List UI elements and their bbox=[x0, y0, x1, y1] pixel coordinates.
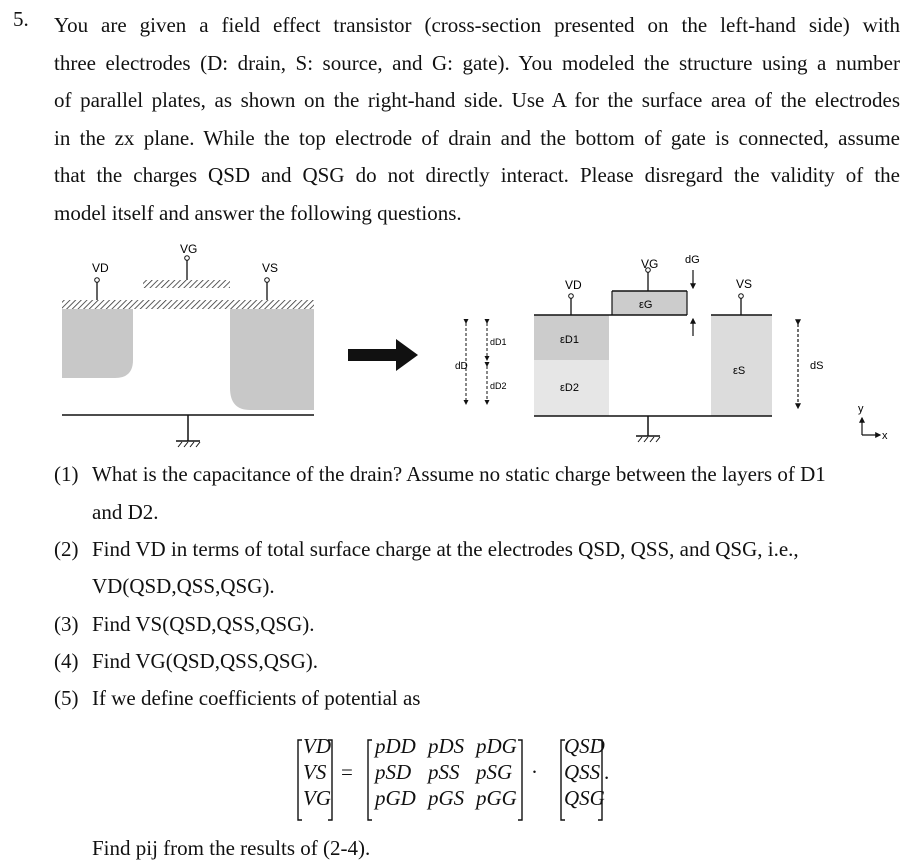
label-dd1: dD1 bbox=[490, 337, 507, 347]
label-dd2: dD2 bbox=[490, 381, 507, 391]
question-5-line1: If we define coefficients of potential as bbox=[92, 686, 421, 710]
axis-x-label: x bbox=[882, 430, 888, 442]
oxide-layer bbox=[62, 300, 314, 309]
label-vs-right: VS bbox=[736, 277, 753, 291]
problem-number: 5. bbox=[13, 7, 29, 31]
coeff-pgs: pGS bbox=[428, 786, 465, 810]
parallel-plate-model bbox=[455, 254, 888, 442]
question-2-num: (2) bbox=[54, 537, 79, 561]
rhs-qsd: QSD bbox=[564, 734, 605, 758]
question-3-line1: Find VS(QSD,QSS,QSG). bbox=[92, 612, 315, 636]
intro-line-4: in the zx plane. While the top electrode of drain and the bottom of gate is connected, assume bbox=[54, 125, 900, 150]
intro-line-6: model itself and answer the following questions. bbox=[54, 200, 462, 225]
label-eg: εG bbox=[639, 299, 653, 311]
dot-operator: · bbox=[531, 760, 538, 784]
gate-electrode bbox=[143, 280, 230, 288]
question-1-line2: and D2. bbox=[92, 500, 159, 524]
label-vd-right: VD bbox=[565, 278, 582, 292]
equals-sign: = bbox=[341, 760, 353, 784]
question-4-num: (4) bbox=[54, 649, 79, 673]
coeff-pdg: pDG bbox=[476, 734, 517, 758]
axis-y-label: y bbox=[858, 403, 864, 415]
label-ed2: εD2 bbox=[560, 382, 579, 394]
coeff-pss: pSS bbox=[428, 760, 460, 784]
lhs-vd: VD bbox=[303, 734, 331, 758]
label-vs-left: VS bbox=[262, 261, 279, 275]
coeff-pdd: pDD bbox=[375, 734, 416, 758]
coeff-pds: pDS bbox=[428, 734, 465, 758]
transistor-figure bbox=[0, 228, 910, 460]
intro-line-1: You are given a field effect transistor (cross-section presented on the left-hand side) with bbox=[54, 13, 900, 37]
coeff-psg: pSG bbox=[476, 760, 513, 784]
coeff-pgg: pGG bbox=[476, 786, 517, 810]
label-vg-left: VG bbox=[180, 242, 198, 256]
potential-matrix-equation: VD VS VG = pDD pDS pDG pSD pSS pSG pGD pGS pGG · QSD QSS QSG . bbox=[296, 738, 616, 822]
question-2-line1: Find VD in terms of total surface charge at the electrodes QSD, QSS, and QSG, i.e., bbox=[92, 537, 799, 561]
lhs-vs: VS bbox=[303, 760, 327, 784]
coeff-psd: pSD bbox=[375, 760, 412, 784]
lhs-vg: VG bbox=[303, 786, 331, 810]
label-vd-left: VD bbox=[92, 261, 109, 275]
problem-intro bbox=[54, 7, 900, 232]
cross-section bbox=[62, 242, 314, 447]
question-1-line1: What is the capacitance of the drain? Assume no static charge between the layers of D1 bbox=[92, 462, 826, 486]
question-3-num: (3) bbox=[54, 612, 79, 636]
intro-line-3: of parallel plates, as shown on the right-hand side. Use A for the surface area of the electrodes bbox=[54, 88, 900, 112]
rhs-qss: QSS bbox=[564, 760, 601, 784]
question-2-line2: VD(QSD,QSS,QSG). bbox=[92, 574, 275, 598]
source-region bbox=[230, 309, 314, 410]
drain-region bbox=[62, 309, 133, 378]
label-dd: dD bbox=[455, 361, 468, 372]
label-ds: dS bbox=[810, 360, 824, 372]
final-instruction: Find pij from the results of (2-4). bbox=[92, 836, 371, 860]
coeff-pgd: pGD bbox=[375, 786, 416, 810]
question-4-line1: Find VG(QSD,QSS,QSG). bbox=[92, 649, 318, 673]
intro-line-5: that the charges QSD and QSG do not directly interact. Please disregard the validity of the bbox=[54, 163, 900, 187]
right-arrow-icon bbox=[348, 339, 418, 371]
rhs-qsg: QSG bbox=[564, 786, 605, 810]
label-vg-right: VG bbox=[641, 257, 659, 271]
question-5-num: (5) bbox=[54, 686, 79, 710]
label-dg: dG bbox=[685, 254, 700, 266]
label-ed1: εD1 bbox=[560, 334, 579, 346]
label-es: εS bbox=[733, 365, 746, 377]
intro-line-2: three electrodes (D: drain, S: source, and G: gate). You modeled the structure using a number bbox=[54, 50, 900, 75]
question-1-num: (1) bbox=[54, 462, 79, 486]
